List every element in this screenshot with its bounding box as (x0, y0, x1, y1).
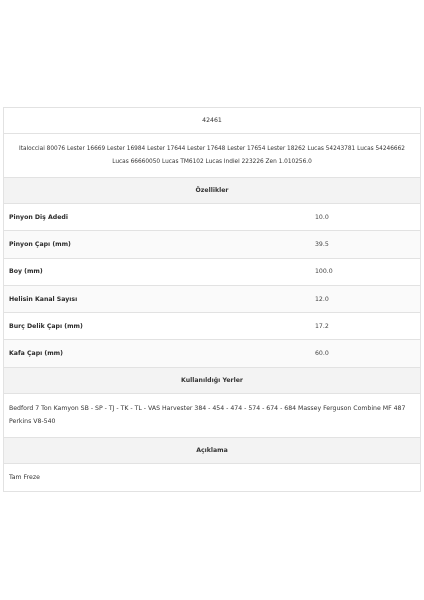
spec-label: Helisin Kanal Sayısı (9, 295, 78, 303)
spec-value: 39.5 (315, 240, 329, 248)
spec-value: 12.0 (315, 295, 329, 303)
specs-header (4, 178, 420, 204)
cross-reference-row (4, 134, 420, 178)
spec-row-helix-grooves (4, 286, 420, 313)
usage-header (4, 368, 420, 394)
spec-value: 17.2 (315, 322, 329, 330)
description-text: Tam Freze (9, 473, 40, 481)
cross-reference-list: Italocciai 80076 Lester 16669 Lester 16984 Lester 17644 Lester 17648 Lester 17654 Lester 18262 Lucas 54243781 Lucas 54246662 Lucas 66660050 Lucas TM6102 Lucas Indiel 223226 Zen 1.010256.0 (18, 145, 405, 165)
description-header (4, 438, 420, 464)
spec-value: 10.0 (315, 213, 329, 221)
description-title: Açıklama (196, 446, 228, 454)
description-row (4, 464, 420, 491)
spec-label: Boy (mm) (9, 268, 43, 276)
spec-label: Pinyon Çapı (mm) (9, 240, 71, 248)
spec-label: Burç Delik Çapı (mm) (9, 322, 83, 330)
spec-label: Pinyon Diş Adedi (9, 213, 68, 221)
product-code-row (4, 108, 420, 134)
usage-title: Kullanıldığı Yerler (181, 376, 243, 384)
usage-row (4, 394, 420, 438)
spec-value: 100.0 (315, 268, 333, 276)
spec-row-length (4, 259, 420, 286)
product-code: 42461 (202, 117, 222, 124)
spec-label: Kafa Çapı (mm) (9, 350, 63, 358)
product-info-table (3, 107, 421, 492)
spec-value: 60.0 (315, 350, 329, 358)
specs-title: Özellikler (195, 187, 229, 194)
usage-text: Bedford 7 Ton Kamyon SB - SP - TJ - TK - TL - VAS Harvester 384 - 454 - 474 - 574 - 674 - 684 Massey Ferguson Combine MF 487 Perkins V8-540 (9, 405, 406, 426)
spec-row-teeth (4, 204, 420, 231)
spec-row-pinion-diameter (4, 231, 420, 258)
spec-row-bushing-bore (4, 313, 420, 340)
spec-row-head-diameter (4, 340, 420, 367)
